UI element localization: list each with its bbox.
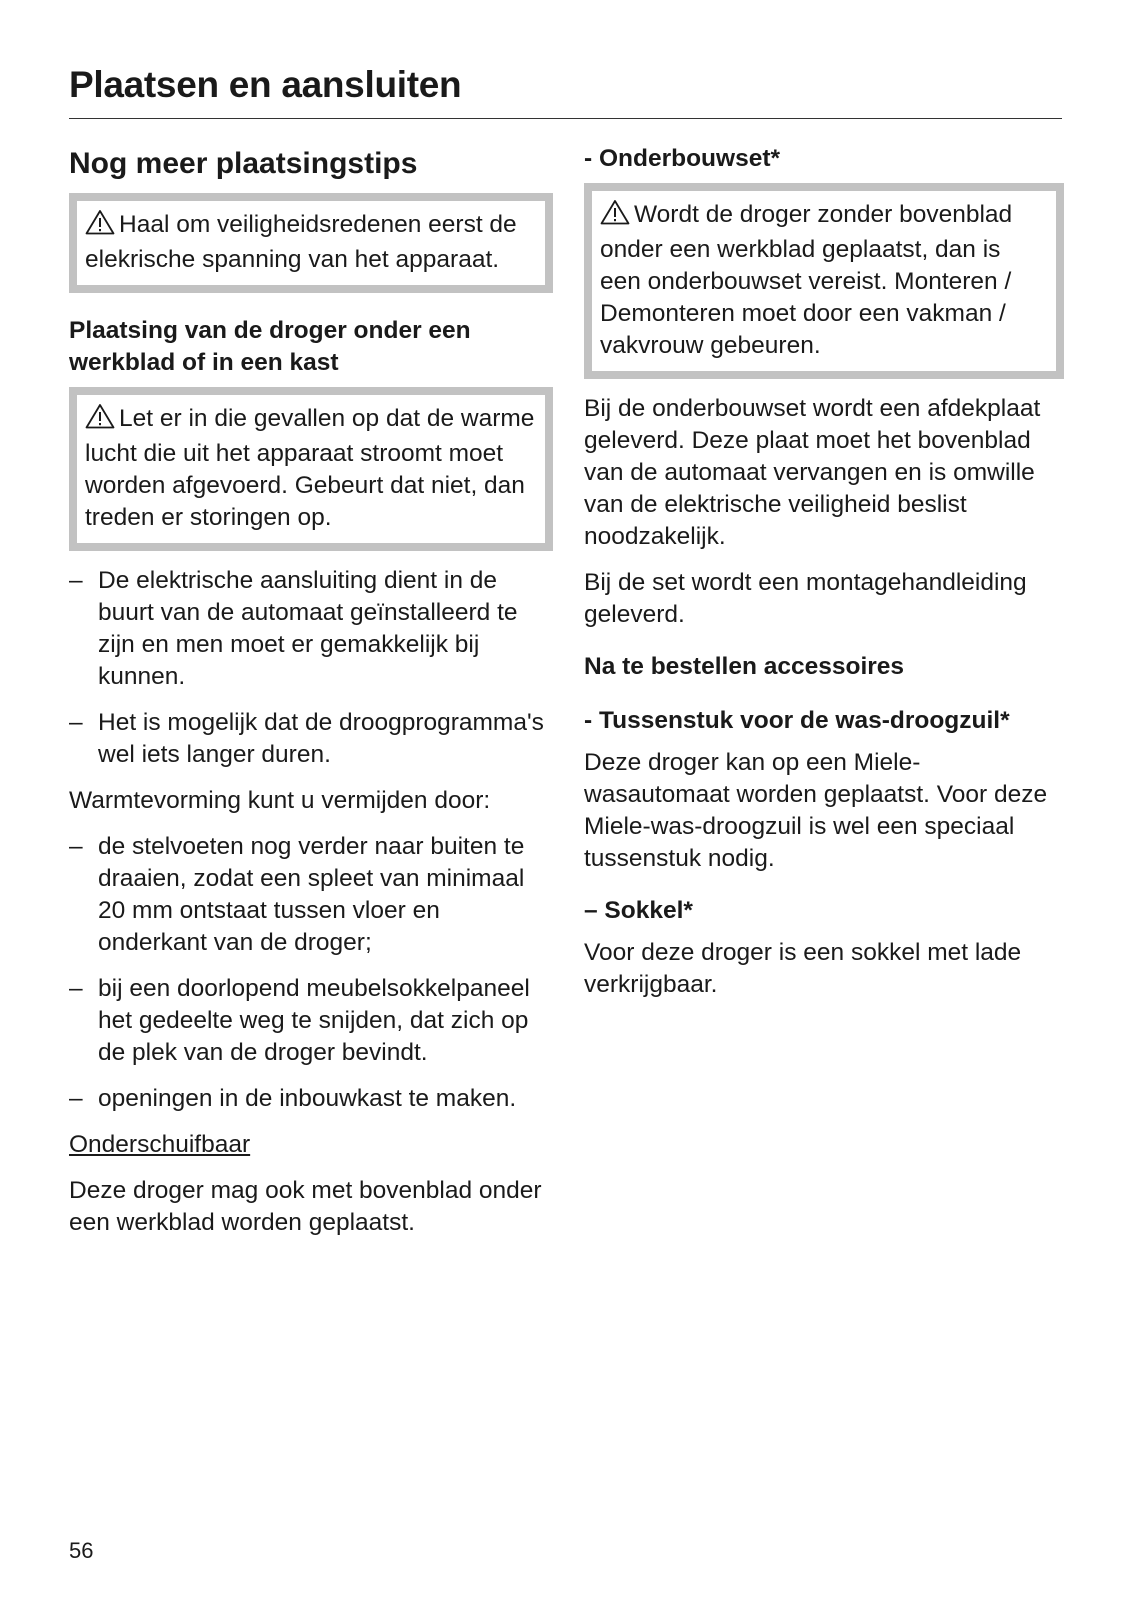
closing-paragraph: Deze droger mag ook met bovenblad onder een werkblad worden geplaatst. xyxy=(69,1177,542,1236)
installation-notes-list xyxy=(69,565,553,771)
warning-paragraph xyxy=(85,209,535,276)
section-heading: Nog meer plaatsingstips xyxy=(69,147,418,180)
warning-triangle-icon xyxy=(600,199,630,234)
page-number: 56 xyxy=(69,1538,94,1563)
dash-bullet: – xyxy=(69,833,83,860)
right-column xyxy=(584,140,1064,1001)
underlined-heading: Onderschuifbaar xyxy=(69,1131,251,1158)
hot-air-warning-box xyxy=(69,387,553,551)
warning-text: Haal om veiligheidsredenen eerst de elekrische spanning van het apparaat. xyxy=(85,211,517,273)
page-title: Plaatsen en aansluiten xyxy=(69,64,462,105)
list-item xyxy=(69,831,553,959)
warning-triangle-icon xyxy=(85,209,115,244)
warmth-prevention-list xyxy=(69,831,553,1115)
list-item-text: Het is mogelijk dat de droogprogramma's wel iets langer duren. xyxy=(98,709,544,768)
list-item xyxy=(69,1083,553,1115)
tussenstuk-heading: - Tussenstuk voor de was-droogzuil* xyxy=(584,707,1010,734)
subsection-heading: Plaatsing van de droger onder een werkblad of in een kast xyxy=(69,317,471,376)
sokkel-heading: – Sokkel* xyxy=(584,897,693,924)
warning-paragraph xyxy=(600,199,1046,362)
title-divider xyxy=(69,118,1062,119)
list-item-text: De elektrische aansluiting dient in de buurt van de automaat geïnstalleerd te zijn en men moet er gemakkelijk bij kunnen. xyxy=(98,567,518,690)
list-item-text: bij een doorlopend meubelsokkelpaneel het gedeelte weg te snijden, dat zich op de plek van de droger bevindt. xyxy=(98,975,530,1066)
onderbouwset-warning-box xyxy=(584,183,1064,379)
warning-paragraph xyxy=(85,403,535,534)
onderbouwset-heading: - Onderbouwset* xyxy=(584,145,781,172)
accessories-heading: Na te bestellen accessoires xyxy=(584,653,905,680)
tussenstuk-text: Deze droger kan op een Miele-wasautomaat worden geplaatst. Voor deze Miele-was-droogzuil is wel een speciaal tussenstuk nodig. xyxy=(584,749,1048,872)
list-item-text: openingen in de inbouwkast te maken. xyxy=(98,1085,517,1112)
safety-warning-box xyxy=(69,193,553,293)
left-column xyxy=(69,140,553,1239)
list-item xyxy=(69,707,553,771)
sokkel-text: Voor deze droger is een sokkel met lade verkrijgbaar. xyxy=(584,939,1022,998)
dash-bullet: – xyxy=(69,567,83,594)
paragraph: Bij de set wordt een montagehandleiding geleverd. xyxy=(584,569,1027,628)
warning-triangle-icon xyxy=(85,403,115,438)
warmth-intro: Warmtevorming kunt u vermijden door: xyxy=(69,787,491,814)
dash-bullet: – xyxy=(69,975,83,1002)
warning-text: Wordt de droger zonder bovenblad onder een werkblad geplaatst, dan is een onderbouwset vereist. Monteren / Demonteren moet door een vakman / vakvrouw gebeuren. xyxy=(600,201,1013,359)
list-item xyxy=(69,565,553,693)
paragraph: Bij de onderbouwset wordt een afdekplaat geleverd. Deze plaat moet het bovenblad van de automaat vervangen en is omwille van de elektrische veiligheid beslist noodzakelijk. xyxy=(584,395,1041,550)
dash-bullet: – xyxy=(69,1085,83,1112)
list-item xyxy=(69,973,553,1069)
dash-bullet: – xyxy=(69,709,83,736)
list-item-text: de stelvoeten nog verder naar buiten te draaien, zodat een spleet van minimaal 20 mm ontstaat tussen vloer en onderkant van de droger; xyxy=(98,833,525,956)
warning-text: Let er in die gevallen op dat de warme lucht die uit het apparaat stroomt moet worden afgevoerd. Gebeurt dat niet, dan treden er storingen op. xyxy=(85,405,535,531)
